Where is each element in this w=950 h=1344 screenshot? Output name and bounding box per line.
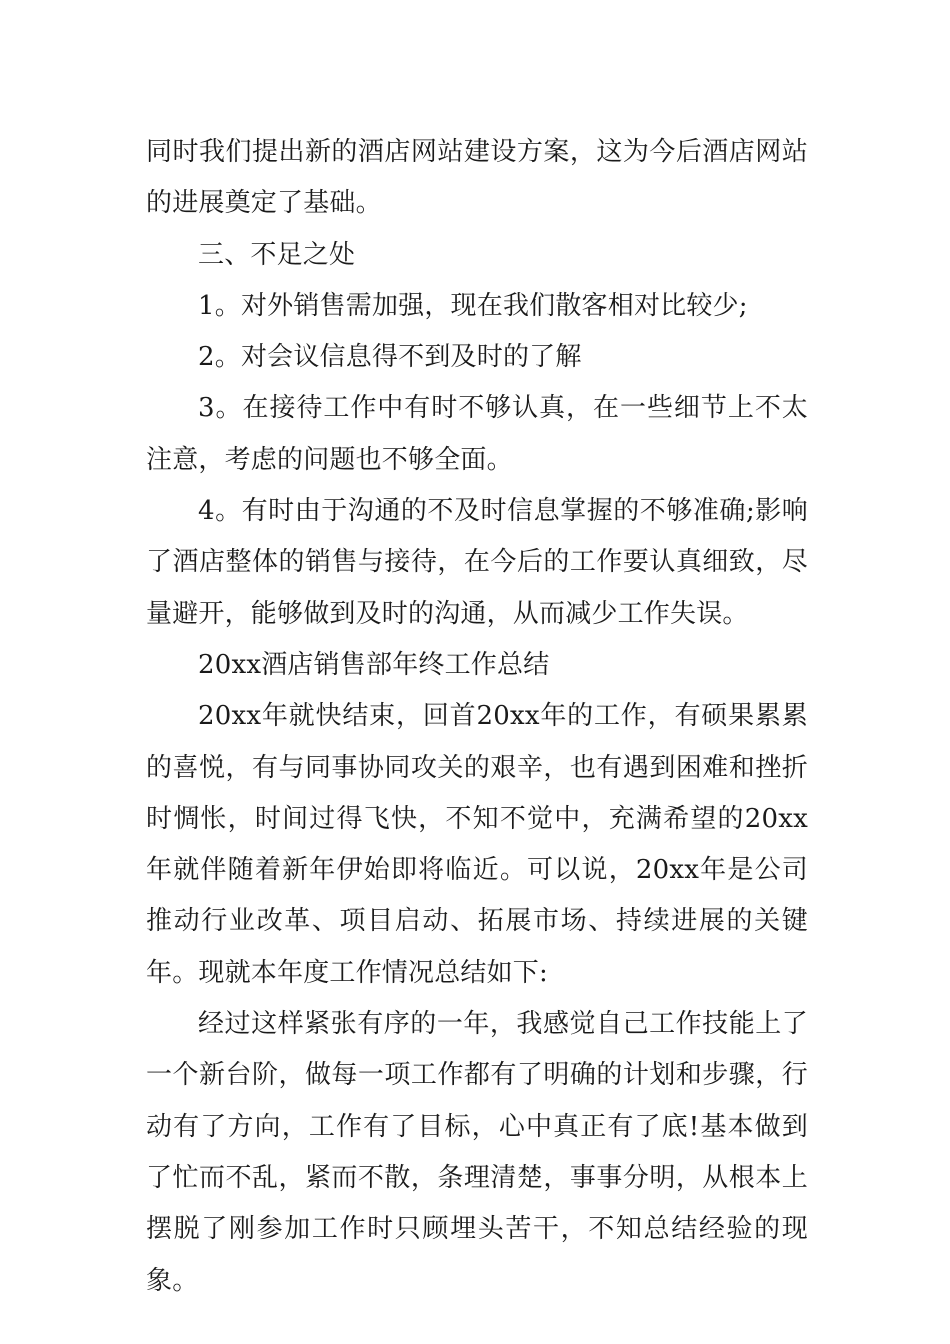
shortcoming-item-4: 4。有时由于沟通的不及时信息掌握的不够准确;影响了酒店整体的销售与接待，在今后的工作要认真细致，尽量避开，能够做到及时的沟通，从而减少工作失误。 (146, 496, 808, 629)
document-body (146, 127, 808, 1307)
section-heading-shortcomings: 三、不足之处 (198, 239, 356, 270)
paragraph-continuation: 同时我们提出新的酒店网站建设方案，这为今后酒店网站的进展奠定了基础。 (146, 137, 808, 219)
shortcoming-item-1: 1。对外销售需加强，现在我们散客相对比较少; (198, 290, 748, 321)
paragraph-intro: 20xx年就快结束，回首20xx年的工作，有硕果累累的喜悦，有与同事协同攻关的艰辛，也有遇到困难和挫折时惆怅，时间过得飞快，不知不觉中，充满希望的20xx年就伴随着新年伊始即将临近。可以说，20xx年是公司推动行业改革、项目启动、拓展市场、持续进展的关键年。现就本年度工作情况总结如下: (146, 701, 808, 988)
shortcoming-item-2: 2。对会议信息得不到及时的了解 (198, 342, 582, 373)
section-title-year-summary: 20xx酒店销售部年终工作总结 (198, 649, 550, 680)
paragraph-reflection: 经过这样紧张有序的一年，我感觉自己工作技能上了一个新台阶，做每一项工作都有了明确的计划和步骤，行动有了方向，工作有了目标，心中真正有了底!基本做到了忙而不乱，紧而不散，条理清楚，事事分明，从根本上摆脱了刚参加工作时只顾埋头苦干，不知总结经验的现象。 (146, 1009, 808, 1296)
shortcoming-item-3: 3。在接待工作中有时不够认真，在一些细节上不太注意，考虑的问题也不够全面。 (146, 393, 808, 475)
